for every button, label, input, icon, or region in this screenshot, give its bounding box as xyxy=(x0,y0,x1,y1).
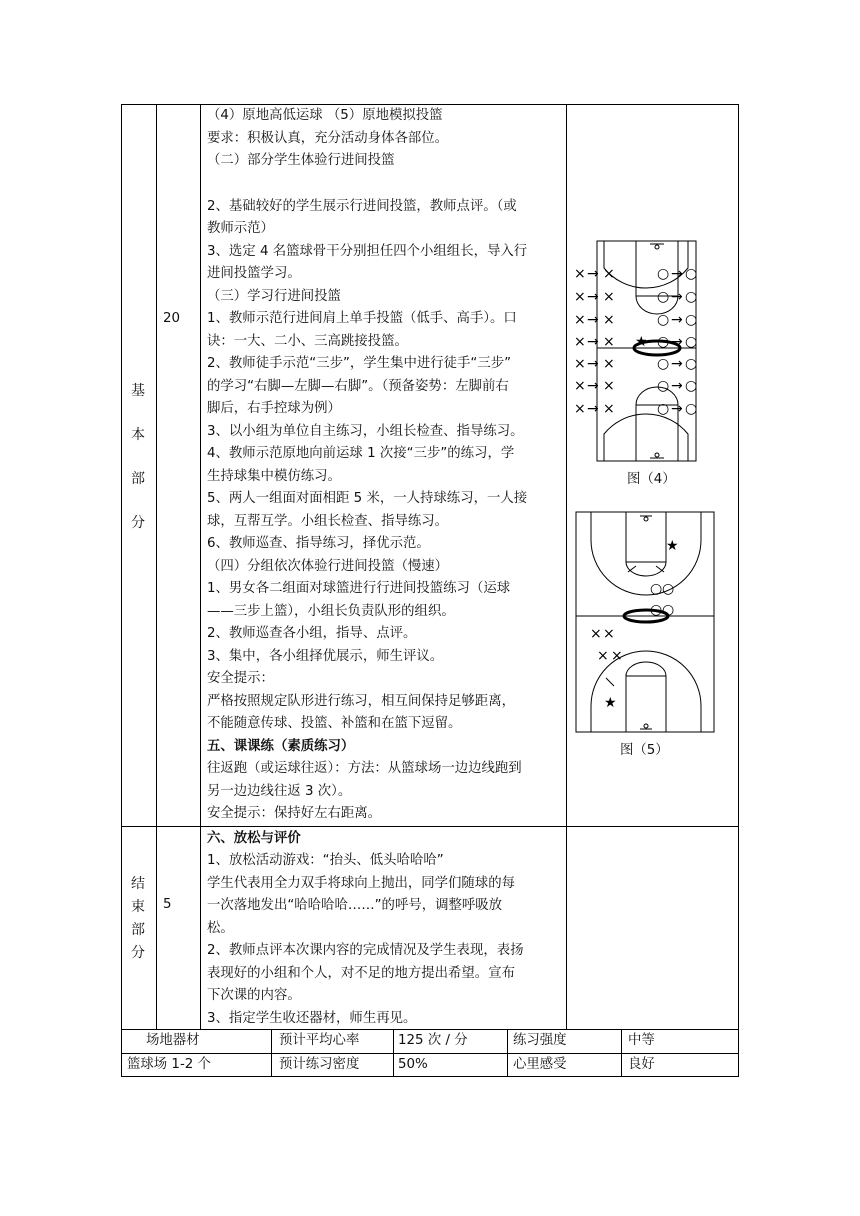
content-line-heading: 六、放松与评价 xyxy=(207,831,301,846)
content-line: 诀：一大、二小、三高跳接投篮。 xyxy=(207,334,408,349)
cross-symbol: × xyxy=(574,266,586,282)
section-label-char: 束 xyxy=(131,899,145,915)
arrow-symbol: → xyxy=(671,334,683,350)
content-line: 2、教师巡查各小组，指导、点评。 xyxy=(207,626,417,641)
footer-cell-feeling-value: 良好 xyxy=(628,1057,655,1072)
drill-row xyxy=(574,356,697,372)
content-line: 5、两人一组面对面相距 5 米，一人持球练习，一人接 xyxy=(207,491,528,506)
footer-cell-feeling-label: 心里感受 xyxy=(513,1057,567,1072)
arrow-symbol: → xyxy=(671,378,683,394)
arrow-symbol: → xyxy=(587,356,599,372)
content-line: 3、指定学生收还器材，师生再见。 xyxy=(207,1011,417,1026)
section-label-char: 基 xyxy=(131,383,145,399)
arrow-symbol: → xyxy=(671,266,683,282)
footer-middle xyxy=(121,1053,739,1054)
footer-cell-venue-label: 场地器材 xyxy=(146,1033,200,1048)
cross-symbol: × xyxy=(603,334,615,350)
table-border-left xyxy=(121,104,122,1077)
footer-cell-heart-rate-value: 125 次 / 分 xyxy=(398,1033,468,1048)
table-divider-figure-left xyxy=(566,104,567,1029)
content-line: 3、以小组为单位自主练习，小组长检查、指导练习。 xyxy=(207,424,524,439)
content-line: （三）学习行进间投篮 xyxy=(207,289,341,304)
cross-symbol: × xyxy=(574,289,586,305)
circle-symbol: ○ xyxy=(657,266,670,282)
cross-symbol: × xyxy=(603,626,615,642)
star-symbol: ★ xyxy=(666,538,679,554)
cross-symbol: × xyxy=(603,378,615,394)
cross-symbol: × xyxy=(603,266,615,282)
drill-row xyxy=(574,312,697,328)
footer-cell-intensity-label: 练习强度 xyxy=(513,1033,567,1048)
figure5-court-diagram xyxy=(574,510,716,734)
content-line: 往返跑（或运球往返）：方法：从篮球场一边边线跑到 xyxy=(207,761,522,776)
content-line: 另一边边线往返 3 次）。 xyxy=(207,784,352,799)
section-divider xyxy=(121,826,739,827)
section-label-char: 分 xyxy=(131,515,145,531)
content-line: （二）部分学生体验行进间投篮 xyxy=(207,153,395,168)
content-line: 脚后，右手控球为例） xyxy=(207,401,341,416)
circle-symbol: ○ xyxy=(657,312,670,328)
content-line: （4）原地高低运球 （5）原地模拟投篮 xyxy=(207,108,443,123)
circle-symbol: ○ xyxy=(662,581,675,597)
table-border-bottom xyxy=(121,1076,739,1077)
circle-symbol: ○ xyxy=(650,602,663,618)
arrow-symbol: → xyxy=(587,334,599,350)
table-border-right xyxy=(738,104,739,1077)
arrow-symbol: → xyxy=(587,401,599,417)
content-line: 安全提示：保持好左右距离。 xyxy=(207,806,382,821)
footer-cell-intensity-value: 中等 xyxy=(628,1033,655,1048)
content-line: （四）分组依次体验行进间投篮（慢速） xyxy=(207,559,449,574)
content-line: 1、男女各二组面对球篮进行行进间投篮练习（运球 xyxy=(207,581,511,596)
circle-symbol: ○ xyxy=(662,602,675,618)
end-section-minutes: 5 xyxy=(163,897,172,912)
content-line: ——三步上篮），小组长负责队形的组织。 xyxy=(207,604,455,619)
circle-symbol: ○ xyxy=(685,378,698,394)
circle-symbol: ○ xyxy=(685,334,698,350)
content-line: 进间投篮学习。 xyxy=(207,266,301,281)
content-line: 3、集中，各小组择优展示，师生评议。 xyxy=(207,649,444,664)
cross-symbol: × xyxy=(603,356,615,372)
table-border-top xyxy=(121,104,739,105)
content-line: 1、教师示范行进间肩上单手投篮（低手、高手）。口 xyxy=(207,311,517,326)
circle-symbol: ○ xyxy=(685,266,698,282)
figure4-caption: 图（4） xyxy=(627,472,676,487)
footer-cell-heart-rate-label: 预计平均心率 xyxy=(279,1033,360,1048)
circle-symbol: ○ xyxy=(657,356,670,372)
content-line: 严格按照规定队形进行练习，相互间保持足够距离， xyxy=(207,694,515,709)
content-line: 3、选定 4 名篮球骨干分别担任四个小组组长，导入行 xyxy=(207,244,528,259)
arrow-symbol: → xyxy=(671,401,683,417)
content-line: 2、教师点评本次课内容的完成情况及学生表现，表扬 xyxy=(207,943,524,958)
content-line: 6、教师巡查、指导练习，择优示范。 xyxy=(207,536,430,551)
circle-symbol: ○ xyxy=(685,356,698,372)
content-line: 2、基础较好的学生展示行进间投篮，教师点评。（或 xyxy=(207,199,517,214)
drill-row xyxy=(574,334,697,350)
cross-symbol: × xyxy=(603,401,615,417)
circle-symbol: ○ xyxy=(657,289,670,305)
cross-symbol: × xyxy=(603,312,615,328)
circle-symbol: ○ xyxy=(685,312,698,328)
content-line: 教师示范） xyxy=(207,221,274,236)
content-line: 下次课的内容。 xyxy=(207,988,301,1003)
section-label-char: 分 xyxy=(131,945,145,961)
arrow-symbol: → xyxy=(671,289,683,305)
cross-symbol: × xyxy=(574,356,586,372)
circle-symbol: ○ xyxy=(685,401,698,417)
content-line: 生持球集中模仿练习。 xyxy=(207,469,341,484)
footer-cell-density-value: 50% xyxy=(398,1057,428,1072)
arrow-symbol: → xyxy=(587,289,599,305)
content-line: 4、教师示范原地向前运球 1 次接“三步”的练习，学 xyxy=(207,446,515,461)
cross-symbol: × xyxy=(574,312,586,328)
arrow-symbol: → xyxy=(671,356,683,372)
main-section-minutes: 20 xyxy=(163,311,181,326)
circle-symbol: ○ xyxy=(657,378,670,394)
figure5-caption: 图（5） xyxy=(620,743,669,758)
star-symbol: ★ xyxy=(604,695,617,711)
cross-symbol: × xyxy=(574,378,586,394)
cross-symbol: × xyxy=(574,401,586,417)
circle-symbol: ○ xyxy=(650,581,663,597)
arrow-symbol: → xyxy=(587,312,599,328)
section-label-char: 结 xyxy=(131,876,145,892)
section-label-char: 本 xyxy=(131,427,145,443)
cross-symbol: × xyxy=(574,334,586,350)
content-line: 安全提示： xyxy=(207,671,274,686)
circle-symbol: ○ xyxy=(657,334,670,350)
drill-row xyxy=(574,378,697,394)
content-line: 学生代表用全力双手将球向上抛出，同学们随球的每 xyxy=(207,876,515,891)
footer-cell-venue-value: 篮球场 1-2 个 xyxy=(127,1057,211,1072)
content-line: 1、放松活动游戏：“抬头、低头哈哈哈” xyxy=(207,853,444,868)
content-line: 的学习“右脚—左脚—右脚”。（预备姿势：左脚前右 xyxy=(207,379,509,394)
content-line-heading: 五、课课练（素质练习） xyxy=(207,739,355,754)
cross-symbol: × xyxy=(590,626,602,642)
circle-symbol: ○ xyxy=(657,401,670,417)
circle-symbol: ○ xyxy=(685,289,698,305)
cross-symbol: × xyxy=(611,648,623,664)
footer-cell-density-label: 预计练习密度 xyxy=(279,1057,360,1072)
arrow-symbol: → xyxy=(587,378,599,394)
arrow-symbol: → xyxy=(587,266,599,282)
table-divider-content-left xyxy=(200,104,201,1029)
table-divider-minutes-left xyxy=(156,104,157,1029)
cross-symbol: × xyxy=(597,648,609,664)
content-line: 2、教师徒手示范“三步”，学生集中进行徒手“三步” xyxy=(207,356,512,371)
cross-symbol: × xyxy=(603,289,615,305)
content-line: 要求：积极认真，充分活动身体各部位。 xyxy=(207,131,449,146)
footer-top xyxy=(121,1029,739,1030)
section-label-char: 部 xyxy=(131,471,145,487)
content-line: 球，互帮互学。小组长检查、指导练习。 xyxy=(207,514,449,529)
star-symbol: ★ xyxy=(635,334,648,350)
content-line: 一次落地发出“哈哈哈哈……”的呼号，调整呼吸放 xyxy=(207,898,503,913)
figure4-court-diagram xyxy=(574,238,700,464)
arrow-symbol: → xyxy=(671,312,683,328)
content-line: 不能随意传球、投篮、补篮和在篮下逗留。 xyxy=(207,716,462,731)
content-line: 松。 xyxy=(207,921,234,936)
content-line: 表现好的小组和个人，对不足的地方提出希望。宣布 xyxy=(207,966,515,981)
section-label-char: 部 xyxy=(131,922,145,938)
